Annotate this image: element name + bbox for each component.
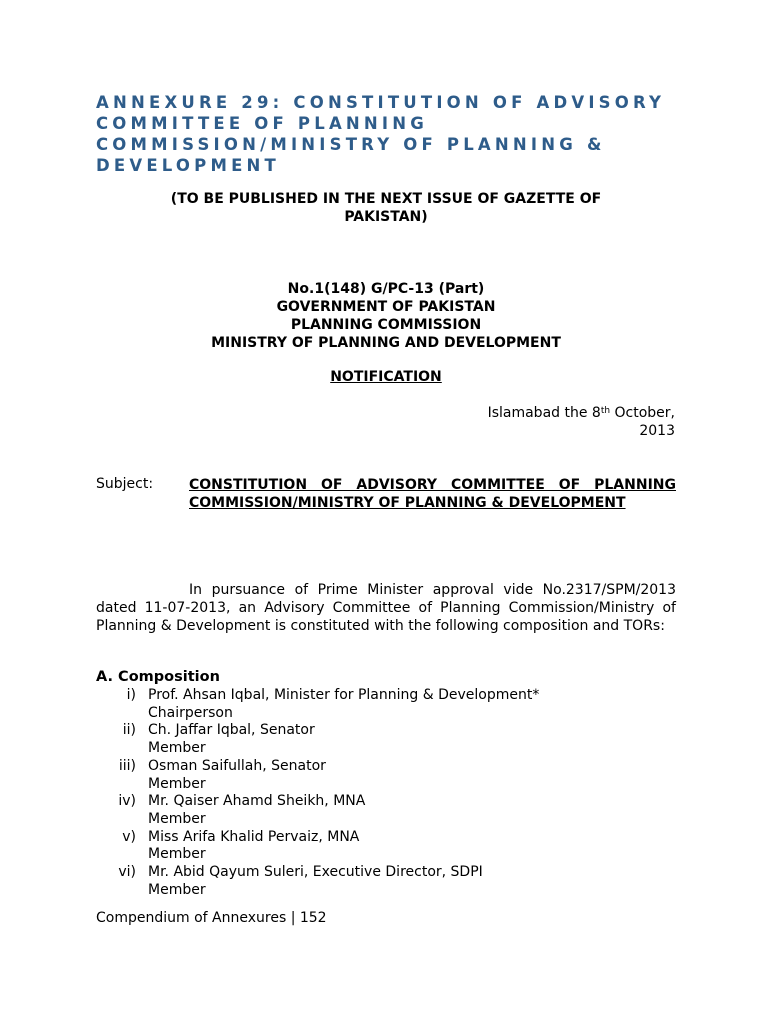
list-item — [96, 829, 676, 864]
member-name: Miss Arifa Khalid Pervaiz, MNA — [148, 828, 360, 845]
member-role: Member — [148, 881, 206, 898]
member-name: Osman Saifullah, Senator — [148, 757, 326, 774]
date-year: 2013 — [639, 423, 675, 439]
gazette-line-1: (TO BE PUBLISHED IN THE NEXT ISSUE OF GAZETTE OF — [170, 191, 602, 207]
gazette-note — [96, 190, 676, 226]
ministry-name: MINISTRY OF PLANNING AND DEVELOPMENT — [211, 335, 561, 351]
member-role: Member — [148, 810, 206, 827]
list-item — [96, 758, 676, 793]
list-item — [96, 793, 676, 828]
date-superscript: th — [600, 406, 611, 416]
subject-label: Subject: — [96, 476, 154, 492]
government-name: GOVERNMENT OF PAKISTAN — [276, 299, 496, 315]
composition-list — [96, 687, 676, 899]
annexure-title: ANNEXURE 29: CONSTITUTION OF ADVISORY COMMITTEE OF PLANNING COMMISSION/MINISTRY OF PLANNING & DEVELOPMENT — [96, 93, 666, 175]
reference-number: No.1(148) G/PC-13 (Part) — [287, 281, 485, 297]
member-role: Member — [148, 775, 206, 792]
list-item — [96, 864, 676, 899]
item-number: iii) — [118, 757, 136, 774]
list-item — [96, 687, 676, 722]
date-line — [488, 404, 675, 440]
list-item — [96, 722, 676, 757]
member-name: Mr. Abid Qayum Suleri, Executive Director, SDPI — [148, 864, 483, 881]
composition-heading: A. Composition — [96, 669, 220, 685]
notification-heading: NOTIFICATION — [330, 369, 442, 385]
subject-text: CONSTITUTION OF ADVISORY COMMITTEE OF PLANNING COMMISSION/MINISTRY OF PLANNING & DEVELOPMENT — [189, 477, 676, 511]
item-number: v) — [122, 828, 136, 845]
member-role: Member — [148, 846, 206, 863]
date-suffix: October, — [610, 405, 675, 421]
page-footer: Compendium of Annexures | 152 — [96, 910, 327, 926]
body-paragraph — [96, 581, 676, 635]
item-number: ii) — [122, 722, 136, 739]
date-prefix: Islamabad the 8 — [487, 405, 601, 421]
member-role: Member — [148, 740, 206, 757]
body-text: In pursuance of Prime Minister approval vide No.2317/SPM/2013 dated 11-07-2013, an Advisory Committee of Planning Commission/Ministry of Planning & Development is constituted with the following composition and TORs: — [96, 582, 676, 634]
item-number: vi) — [118, 864, 136, 881]
government-header — [96, 280, 676, 352]
commission-name: PLANNING COMMISSION — [290, 317, 482, 333]
member-role: Chairperson — [148, 704, 233, 721]
item-number: iv) — [118, 793, 136, 810]
item-number: i) — [126, 687, 136, 703]
member-name: Prof. Ahsan Iqbal, Minister for Planning & Development* — [148, 687, 540, 703]
member-name: Ch. Jaffar Iqbal, Senator — [148, 722, 315, 739]
member-name: Mr. Qaiser Ahamd Sheikh, MNA — [148, 793, 366, 810]
gazette-line-2: PAKISTAN) — [344, 209, 428, 225]
